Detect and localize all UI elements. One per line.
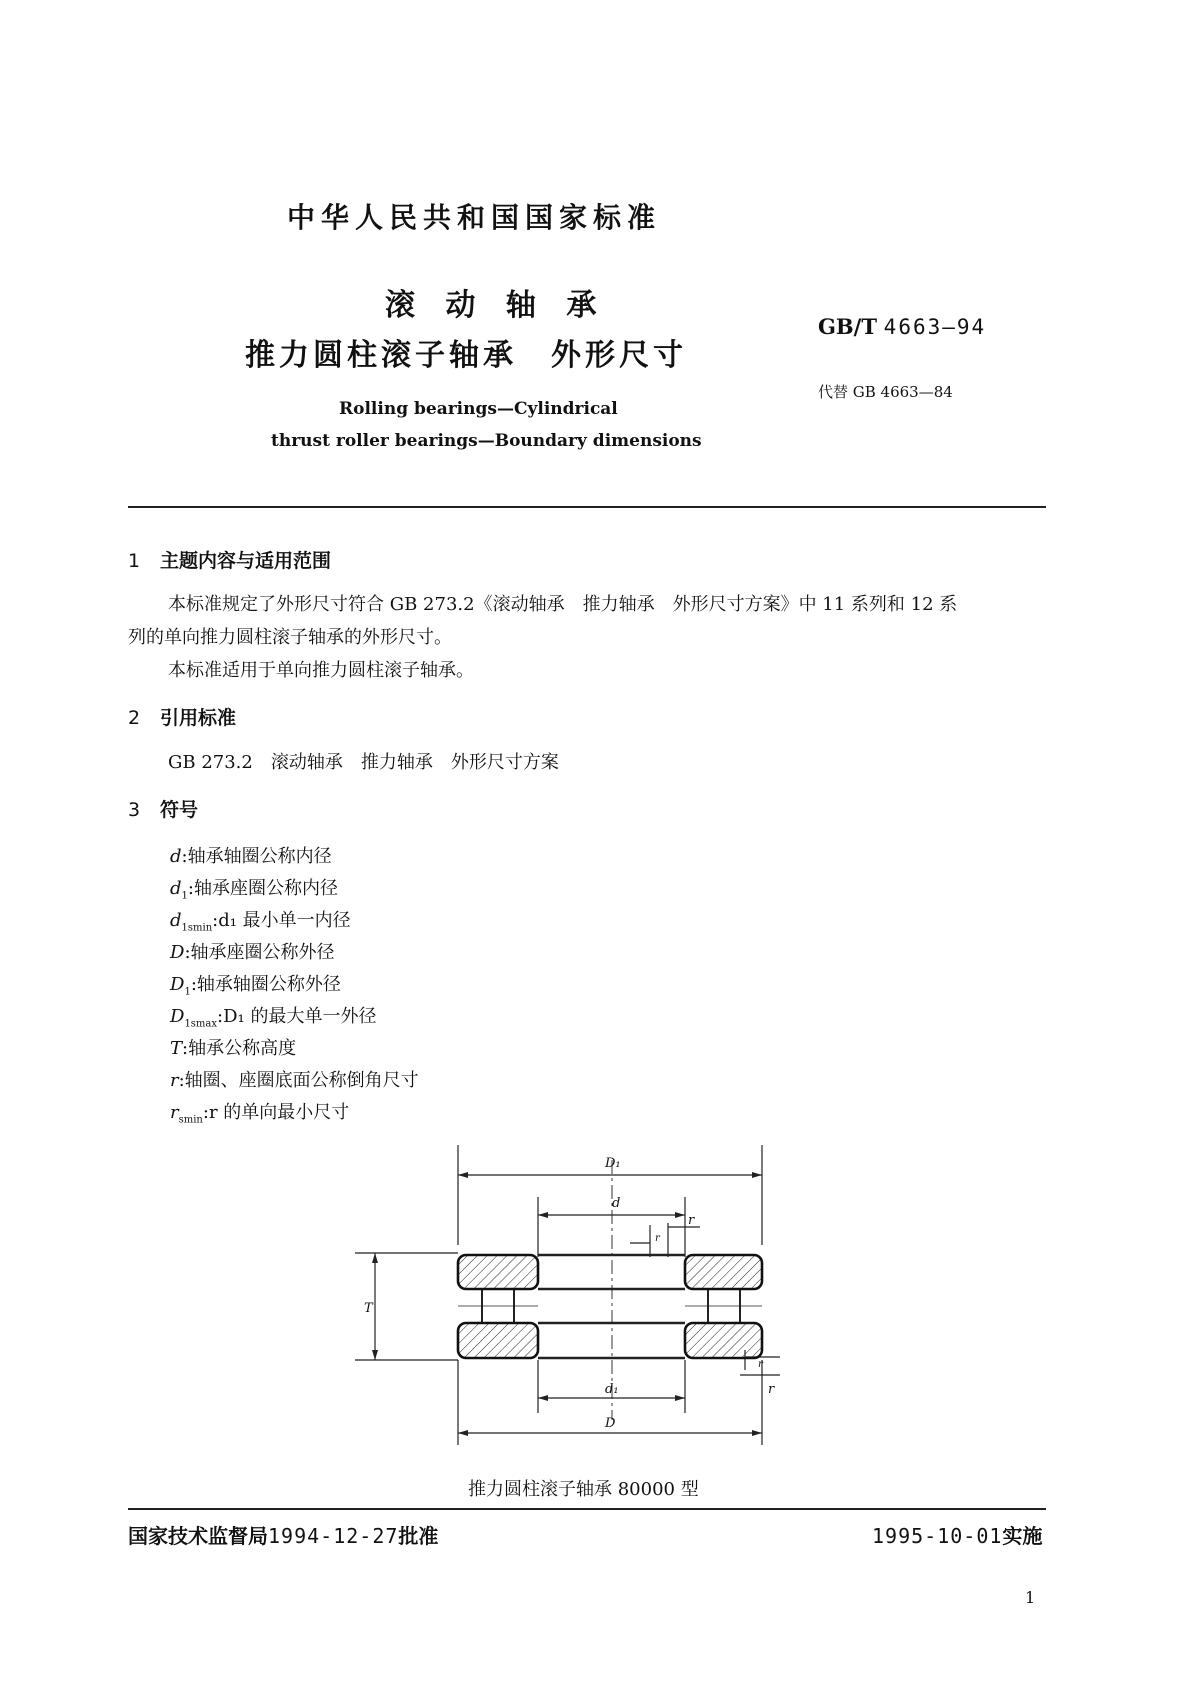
section-2-number: 2 [128,707,141,729]
label-r-small: r [655,1233,660,1244]
footer-divider [128,1508,1046,1510]
replaces-standard: 代替 GB 4663—84 [818,383,953,401]
label-T: T [364,1301,373,1316]
section-1-paragraph-1-line-1: 本标准规定了外形尺寸符合 GB 273.2《滚动轴承 推力轴承 外形尺寸方案》中 11 系列和 12 系 [168,594,958,615]
label-D: D [605,1416,616,1431]
symbol-item: r:轴圈、座圈底面公称倒角尺寸 [170,1070,419,1091]
title-line-1: 滚 动 轴 承 [385,288,607,323]
standard-num: 4663—94 [883,315,987,339]
upper-right-ring-section [685,1255,762,1289]
title-line-2: 推力圆柱滚子轴承 外形尺寸 [245,338,687,373]
page-number: 1 [1025,1588,1036,1607]
approval-line [128,1520,438,1549]
symbol-item: T:轴承公称高度 [170,1038,297,1059]
section-3-number: 3 [128,799,141,821]
section-1-paragraph-1-line-2: 列的单向推力圆柱滚子轴承的外形尺寸。 [128,627,452,648]
referenced-standard: GB 273.2 滚动轴承 推力轴承 外形尺寸方案 [168,752,559,773]
lower-left-ring-section [458,1323,538,1358]
figure-caption: 推力圆柱滚子轴承 80000 型 [468,1479,699,1500]
header-divider [128,506,1046,508]
section-1-paragraph-2: 本标准适用于单向推力圆柱滚子轴承。 [168,660,474,681]
section-1-heading [128,546,331,573]
section-1-number: 1 [128,550,141,572]
symbol-item: $D_1$:轴承轴圈公称外径 [170,974,341,998]
label-d1: d₁ [605,1382,619,1397]
label-d: d [612,1196,621,1211]
standard-number [818,314,986,339]
label-r-bottom: r [768,1382,775,1397]
label-r-side: r [758,1359,763,1370]
section-3-title: 符号 [160,799,199,821]
approval-date: 1994-12-27 [268,1524,399,1548]
standard-organization: 中华人民共和国国家标准 [287,201,662,234]
section-1-title: 主题内容与适用范围 [160,550,332,572]
section-3-heading [128,795,198,822]
symbol-item: $D_{1smax}:D_1$ 的最大单一外径 [170,1006,377,1030]
symbol-item: $d_{1smin}:d_1$ 最小单一内径 [170,910,351,934]
approval-organization: 国家技术监督局 [128,1524,268,1548]
effective-label: 实施 [1002,1524,1043,1548]
bearing-cross-section-figure [350,1145,820,1460]
lower-right-ring-section [685,1323,762,1358]
effective-line [872,1520,1042,1549]
upper-left-ring-section [458,1255,538,1289]
effective-date: 1995-10-01 [872,1524,1003,1548]
label-r-top: r [688,1213,695,1228]
approval-label: 批准 [398,1524,439,1548]
english-title-line-2: thrust roller bearings—Boundary dimensions [271,431,702,451]
english-title-line-1: Rolling bearings—Cylindrical [339,399,618,419]
section-2-title: 引用标准 [160,707,237,729]
symbol-item: $r_{smin}:r$ 的单向最小尺寸 [170,1102,350,1126]
symbol-item: $d_1$:轴承座圈公称内径 [170,878,338,902]
symbol-item: D:轴承座圈公称外径 [170,942,335,963]
section-2-heading [128,703,236,730]
label-D1: D₁ [605,1156,621,1171]
symbol-item: d:轴承轴圈公称内径 [170,846,332,867]
standard-code: GB/T [818,314,877,339]
